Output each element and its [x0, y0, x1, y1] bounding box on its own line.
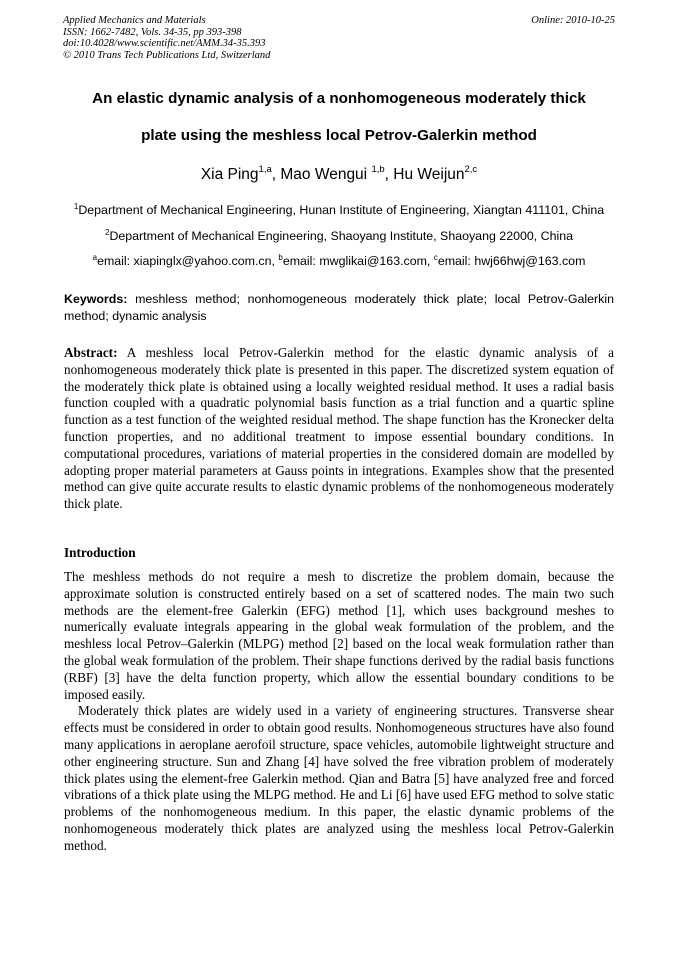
introduction-heading: Introduction — [64, 545, 136, 560]
abstract-text: A meshless local Petrov-Galerkin method for the elastic dynamic analysis of a nonhomogeneous moderately thick plate is presented in this paper. The discretized system equation of the moderately thick plate is obtained using a locally weighted residual method. It uses a radial basis function coupled with a quadratic polynomial basis function as a trial function and a quartic spline function as a test function of the weighted residual method. The shape function has the Kronecker delta function properties, and no additional treatment to impose essential boundary conditions. In computational procedures, variations of material properties in the considered domain are modelled by adopting proper material parameters at Gauss points in integrations. Examples show that the presented method can give quite accurate results to elastic dynamic problems of the nonhomogeneous moderately thick plate. — [64, 345, 614, 512]
affiliation-text: Department of Mechanical Engineering, Hunan Institute of Engineering, Xiangtan 411101, China — [78, 203, 605, 217]
author-separator: , — [271, 166, 281, 183]
affiliation-2 — [0, 229, 678, 243]
author-affiliation-mark: 1,a — [258, 164, 272, 175]
abstract-label: Abstract: — [64, 345, 118, 360]
doi-line[interactable]: doi:10.4028/www.scientific.net/AMM.34-35.393 — [63, 38, 266, 50]
author-name: Xia Ping — [200, 166, 259, 183]
keywords-text: meshless method; nonhomogeneous moderately thick plate; local Petrov-Galerkin method; dynamic analysis — [64, 292, 614, 323]
email-mark: c — [433, 253, 438, 262]
paper-title-line-2: plate using the meshless local Petrov-Galerkin method — [141, 127, 537, 144]
author-name: Mao Wengui — [280, 166, 372, 183]
affiliation-mark: 1 — [73, 202, 79, 211]
affiliation-text: Department of Mechanical Engineering, Shaoyang Institute, Shaoyang 22000, China — [109, 229, 574, 243]
email-line — [0, 254, 678, 268]
email-mark: b — [278, 253, 283, 262]
author-name: Hu Weijun — [393, 166, 465, 183]
email-address[interactable]: email: xiapinglx@yahoo.com.cn, — [97, 254, 279, 268]
email-mark: a — [92, 253, 98, 262]
online-date: Online: 2010-10-25 — [531, 15, 615, 26]
author-separator: , — [384, 166, 394, 183]
email-address[interactable]: email: hwj66hwj@163.com — [437, 254, 586, 268]
author-affiliation-mark: 2,c — [464, 164, 478, 175]
introduction-body — [64, 569, 614, 855]
introduction-paragraph-1: The meshless methods do not require a mesh to discretize the problem domain, because the approximate solution is constructed entirely based on a set of scattered nodes. The main two such methods are the element-free Galerkin (EFG) method [1], which uses background meshes to numerically evaluate integrals appearing in the global weak formulation of the problem, and the meshless local Petrov–Galerkin (MLPG) method [2] based on the local weak formulation rather than the global weak formulation of the problem. Their shape functions derived by the radial basis functions (RBF) [3] have the delta function property, which allow the essential boundary conditions to be imposed easily. — [64, 569, 614, 702]
email-address[interactable]: email: mwglikai@163.com, — [282, 254, 434, 268]
keywords-block — [64, 291, 614, 325]
paper-title-line-1: An elastic dynamic analysis of a nonhomogeneous moderately thick — [92, 90, 586, 107]
affiliation-1 — [0, 203, 678, 217]
copyright-line: © 2010 Trans Tech Publications Ltd, Switzerland — [63, 49, 271, 61]
affiliation-mark: 2 — [104, 228, 110, 237]
journal-header — [63, 15, 615, 61]
issn-line: ISSN: 1662-7482, Vols. 34-35, pp 393-398 — [63, 26, 242, 38]
journal-name: Applied Mechanics and Materials — [63, 15, 206, 26]
introduction-paragraph-2: Moderately thick plates are widely used in a variety of engineering structures. Transverse shear effects must be considered in order to obtain good results. Nonhomogeneous structures have also found many applications in aeroplane aerofoil structure, space vehicles, automobile lightweight structure and other engineering structure. Sun and Zhang [4] have solved the free vibration problem of moderately thick plates using the element-free Galerkin method. Qian and Batra [5] have analyzed free and forced vibrations of a thick plate using the MLPG method. He and Li [6] have used EFG method to solve static problems of the nonhomogeneous medium. In this paper, the elastic dynamic problems of the nonhomogeneous moderately thick plates are analyzed using the meshless local Petrov-Galerkin method. — [64, 703, 614, 853]
keywords-label: Keywords: — [64, 292, 128, 306]
author-affiliation-mark: 1,b — [371, 164, 385, 175]
author-list — [0, 166, 678, 184]
abstract-block — [64, 345, 614, 513]
